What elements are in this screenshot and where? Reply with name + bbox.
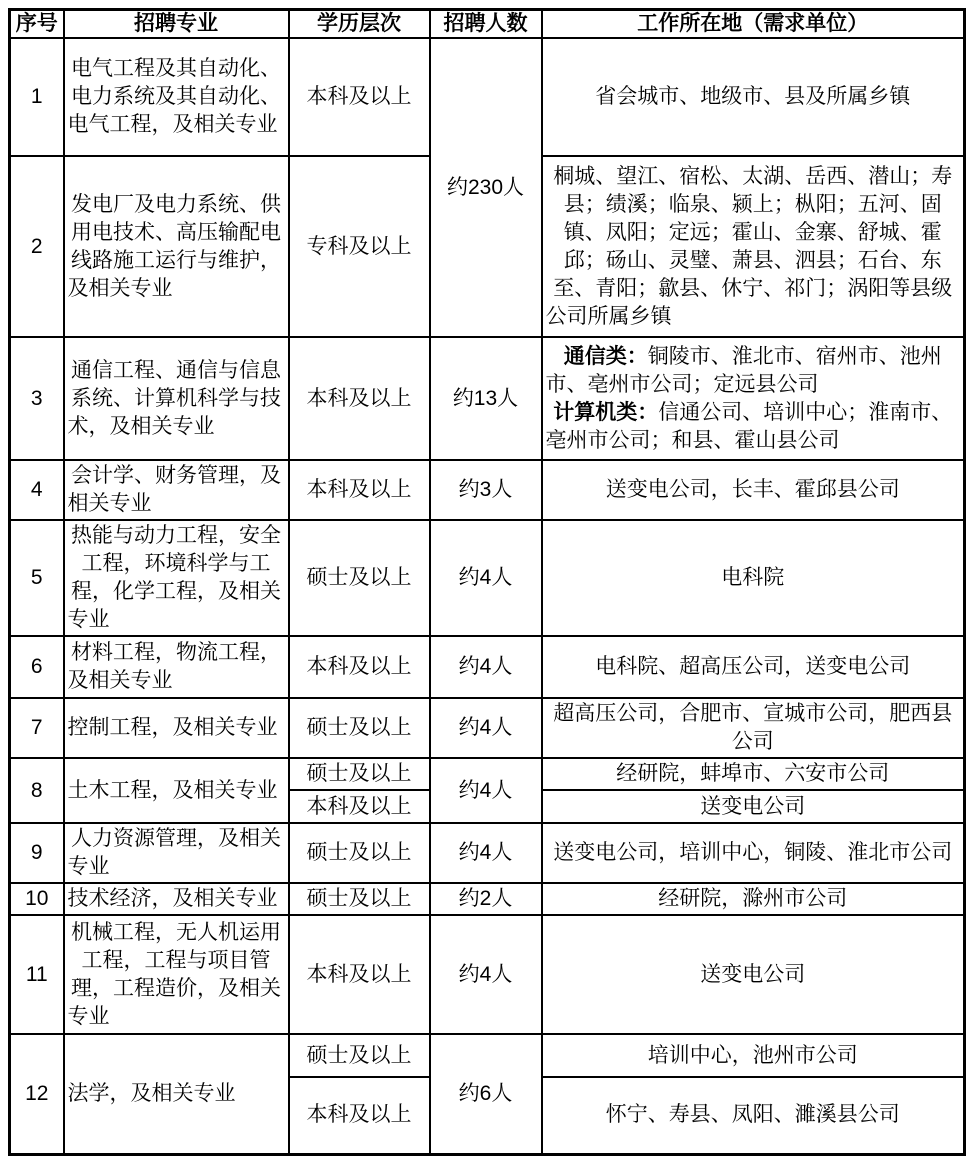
table-row: [10, 460, 965, 520]
location-category-comm-text: 铜陵市、淮北市、宿州市、池州市、亳州市公司；定远县公司: [545, 344, 942, 396]
serial-cell: 4: [10, 460, 64, 520]
headcount-cell: 约2人: [430, 883, 542, 915]
location-cell: 省会城市、地级市、县及所属乡镇: [542, 38, 965, 156]
education-cell: 本科及以上: [289, 1077, 430, 1154]
headcount-cell: 约4人: [430, 636, 542, 698]
headcount-cell: 约6人: [430, 1034, 542, 1154]
location-cell: 经研院，蚌埠市、六安市公司: [542, 758, 965, 790]
location-cell: 电科院: [542, 520, 965, 636]
location-category-comp-label: 计算机类：: [553, 400, 659, 424]
header-headcount: 招聘人数: [430, 10, 542, 39]
headcount-cell: 约4人: [430, 520, 542, 636]
education-cell: 硕士及以上: [289, 823, 430, 883]
education-cell: 本科及以上: [289, 38, 430, 156]
location-cell: 送变电公司，长丰、霍邱县公司: [542, 460, 965, 520]
education-cell: 硕士及以上: [289, 1034, 430, 1077]
table-row: [10, 38, 965, 156]
major-cell: 材料工程，物流工程，及相关专业: [64, 636, 289, 698]
table-row: [10, 915, 965, 1034]
serial-cell: 12: [10, 1034, 64, 1154]
table-row: [10, 823, 965, 883]
headcount-cell: 约4人: [430, 823, 542, 883]
education-cell: 本科及以上: [289, 915, 430, 1034]
major-cell: 土木工程，及相关专业: [64, 758, 289, 823]
location-cell: 培训中心，池州市公司: [542, 1034, 965, 1077]
major-cell: 电气工程及其自动化、电力系统及其自动化、电气工程，及相关专业: [64, 38, 289, 156]
header-work-location: 工作所在地（需求单位）: [542, 10, 965, 39]
education-cell: 硕士及以上: [289, 698, 430, 758]
major-cell: 技术经济，及相关专业: [64, 883, 289, 915]
location-cell: 送变电公司: [542, 790, 965, 823]
major-cell: 机械工程，无人机运用工程，工程与项目管理，工程造价，及相关专业: [64, 915, 289, 1034]
table-row: [10, 883, 965, 915]
headcount-cell: 约4人: [430, 758, 542, 823]
serial-cell: 11: [10, 915, 64, 1034]
education-cell: 硕士及以上: [289, 883, 430, 915]
recruitment-table: [8, 8, 966, 1156]
location-cell: 超高压公司，合肥市、宣城市公司，肥西县公司: [542, 698, 965, 758]
header-major: 招聘专业: [64, 10, 289, 39]
major-cell: 通信工程、通信与信息系统、计算机科学与技术，及相关专业: [64, 337, 289, 460]
table-row: [10, 758, 965, 790]
education-cell: 硕士及以上: [289, 520, 430, 636]
serial-cell: 10: [10, 883, 64, 915]
table-row: [10, 1034, 965, 1077]
header-serial-number: 序号: [10, 10, 64, 39]
major-cell: 会计学、财务管理，及相关专业: [64, 460, 289, 520]
education-cell: 硕士及以上: [289, 758, 430, 790]
major-cell: 热能与动力工程，安全工程，环境科学与工程，化学工程，及相关专业: [64, 520, 289, 636]
table-row: [10, 636, 965, 698]
headcount-cell: 约4人: [430, 915, 542, 1034]
headcount-cell: 约3人: [430, 460, 542, 520]
header-row: [10, 10, 965, 39]
education-cell: 本科及以上: [289, 636, 430, 698]
education-cell: 本科及以上: [289, 790, 430, 823]
location-cell: [542, 337, 965, 460]
serial-cell: 9: [10, 823, 64, 883]
serial-cell: 8: [10, 758, 64, 823]
location-cell: 送变电公司，培训中心，铜陵、淮北市公司: [542, 823, 965, 883]
location-cell: 电科院、超高压公司，送变电公司: [542, 636, 965, 698]
serial-cell: 2: [10, 156, 64, 337]
serial-cell: 3: [10, 337, 64, 460]
education-cell: 本科及以上: [289, 337, 430, 460]
headcount-cell: 约230人: [430, 38, 542, 337]
location-cell: 怀宁、寿县、凤阳、濉溪县公司: [542, 1077, 965, 1154]
major-cell: 控制工程，及相关专业: [64, 698, 289, 758]
serial-cell: 7: [10, 698, 64, 758]
serial-cell: 1: [10, 38, 64, 156]
table-row: [10, 337, 965, 460]
serial-cell: 5: [10, 520, 64, 636]
location-cell: 经研院，滁州市公司: [542, 883, 965, 915]
major-cell: 法学，及相关专业: [64, 1034, 289, 1154]
serial-cell: 6: [10, 636, 64, 698]
education-cell: 本科及以上: [289, 460, 430, 520]
table-row: [10, 698, 965, 758]
location-category-comm-label: 通信类：: [563, 344, 648, 368]
header-education-level: 学历层次: [289, 10, 430, 39]
headcount-cell: 约4人: [430, 698, 542, 758]
table-row: [10, 520, 965, 636]
location-cell: 送变电公司: [542, 915, 965, 1034]
major-cell: 发电厂及电力系统、供用电技术、高压输配电线路施工运行与维护，及相关专业: [64, 156, 289, 337]
headcount-cell: 约13人: [430, 337, 542, 460]
location-category-comp-text: 信通公司、培训中心；淮南市、亳州市公司；和县、霍山县公司: [545, 400, 953, 452]
location-cell: 桐城、望江、宿松、太湖、岳西、潜山；寿县；绩溪；临泉、颍上；枞阳；五河、固镇、凤阳；定远；霍山、金寨、舒城、霍邱；砀山、灵璧、萧县、泗县；石台、东至、青阳；歙县、休宁、祁门；涡阳等县级公司所属乡镇: [542, 156, 965, 337]
education-cell: 专科及以上: [289, 156, 430, 337]
major-cell: 人力资源管理，及相关专业: [64, 823, 289, 883]
